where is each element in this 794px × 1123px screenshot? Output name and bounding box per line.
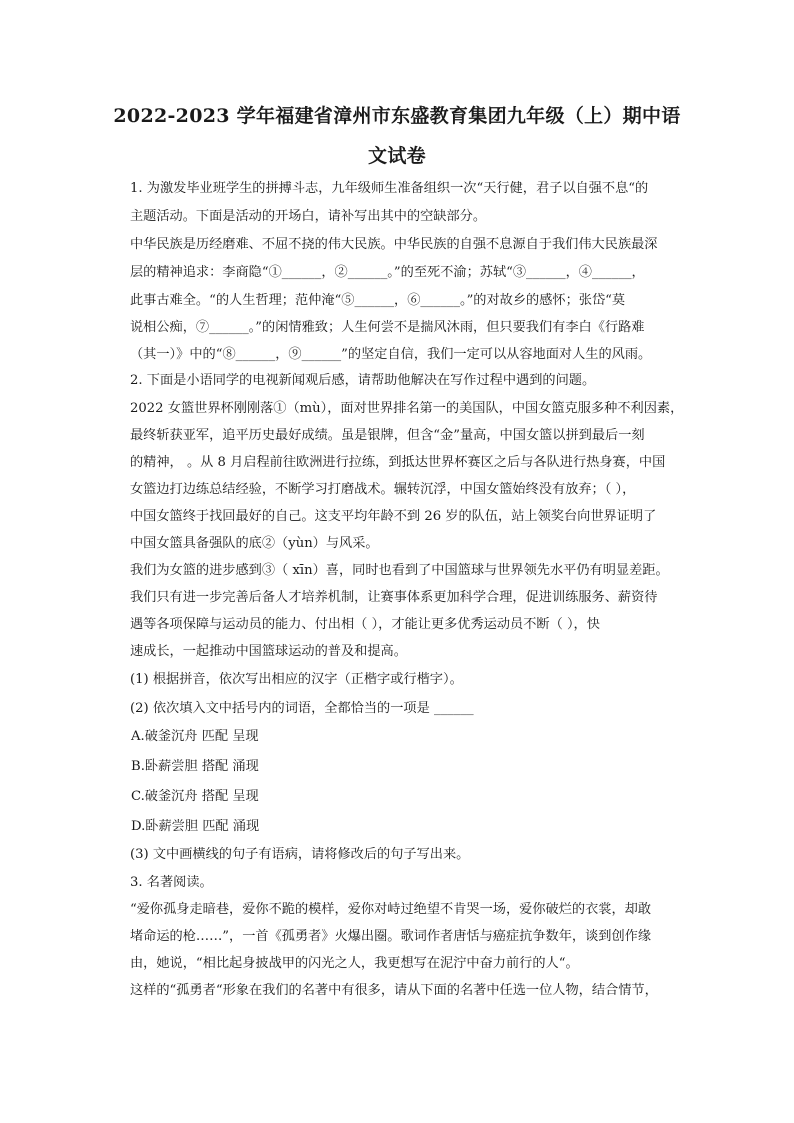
passage-line-2: 最终斩获亚军，追平历史最好成绩。虽是银牌，但含“金”量高，中国女篮以拼到最后一刻 (130, 428, 645, 443)
passage-line-3: 的精神， 。从 8 月启程前往欧洲进行拉练，到抵达世界杯赛区之后与各队进行热身赛，中国 (130, 455, 666, 470)
question-3-line-4: 这样的“孤勇者“形象在我们的名著中有很多，请从下面的名著中任选一位人物，结合情节， (130, 983, 658, 998)
option-a: A.破釜沉舟 匹配 呈现 (131, 729, 259, 744)
question-3-line-3: 由，她说，“相比起身披战甲的闪光之人，我更想写在泥泞中奋力前行的人“。 (130, 956, 579, 971)
passage-line-8: 我们只有进一步完善后备人才培养机制，让赛事体系更加科学合理，促进训练服务、薪资待 (130, 590, 658, 605)
sub-question-2: (2) 依次填入文中括号内的词语，全都恰当的一项是 ______ (130, 701, 474, 716)
passage-line-5: 中国女篮终于找回最好的自己。这支平均年龄不到 26 岁的队伍，站上领奖台向世界证明了 (130, 509, 657, 524)
document-title-line-2: 文试卷 (368, 145, 426, 167)
passage-line-9: 遇等各项保障与运动员的能力、付出相（ ），才能让更多优秀运动员不断（ ），快 (130, 617, 600, 632)
question-1-line-5: 此事古难全。“的人生哲理；范仲淹“⑤______，⑥______。”的对故乡的感怀；张岱“莫 (130, 293, 626, 308)
passage-line-4: 女篮边打边练总结经验，不断学习打磨战术。辗转沉浮，中国女篮始终没有放弃；（ ）， (130, 482, 636, 497)
option-c: C.破釜沉舟 搭配 呈现 (131, 789, 259, 804)
question-1-line-6: 说相公痴，⑦______。”的闲情雅致；人生何尝不是揣风沐雨，但只要我们有李白《行路难 (130, 320, 645, 335)
question-3-line-2: 堵命运的枪……”，一首《孤勇者》火爆出圈。歌词作者唐恬与癌症抗争数年，谈到创作缘 (130, 929, 652, 944)
question-1-line-2: 主题活动。下面是活动的开场白，请补写出其中的空缺部分。 (130, 209, 487, 224)
sub-question-3: (3) 文中画横线的句子有语病，请将修改后的句子写出来。 (130, 847, 470, 862)
option-d: D.卧薪尝胆 匹配 涌现 (131, 819, 260, 834)
passage-line-10: 速成长，一起推动中国篮球运动的普及和提高。 (130, 644, 407, 659)
passage-line-6: 中国女篮具备强队的底②（yùn）与风采。 (130, 536, 379, 551)
passage-line-1: 2022 女篮世界杯刚刚落①（mù），面对世界排名第一的美国队，中国女篮克服多种不利因素， (130, 401, 684, 416)
question-3-heading: 3. 名著阅读。 (130, 875, 213, 890)
question-1-line-3: 中华民族是历经磨难、不屈不挠的伟大民族。中华民族的自强不息源自于我们伟大民族最深 (130, 237, 658, 252)
passage-line-7: 我们为女篮的进步感到③（ xīn）喜，同时也看到了中国篮球与世界领先水平仍有明显差距。 (130, 563, 669, 578)
question-1-line-4: 层的精神追求：李商隐“①______，②______。”的至死不渝；苏轼“③______，④______， (130, 265, 645, 280)
document-title-line-1: 2022-2023 学年福建省漳州市东盛教育集团九年级（上）期中语 (113, 105, 681, 127)
question-1-line-7: （其一）》中的“⑧______，⑨______”的坚定自信，我们一定可以从容地面对人生的风雨。 (130, 347, 652, 362)
question-2-heading: 2. 下面是小语同学的电视新闻观后感，请帮助他解决在写作过程中遇到的问题。 (130, 373, 596, 388)
sub-question-1: (1) 根据拼音，依次写出相应的汉字（正楷字或行楷字）。 (130, 672, 463, 687)
option-b: B.卧薪尝胆 搭配 涌现 (131, 759, 259, 774)
question-3-line-1: “爱你孤身走暗巷，爱你不跪的模样，爱你对峙过绝望不肯哭一场，爱你破烂的衣裳，却敢 (130, 902, 652, 917)
question-1-line-1: 1. 为激发毕业班学生的拼搏斗志，九年级师生准备组织一次“天行健，君子以自强不息“的 (130, 181, 649, 196)
